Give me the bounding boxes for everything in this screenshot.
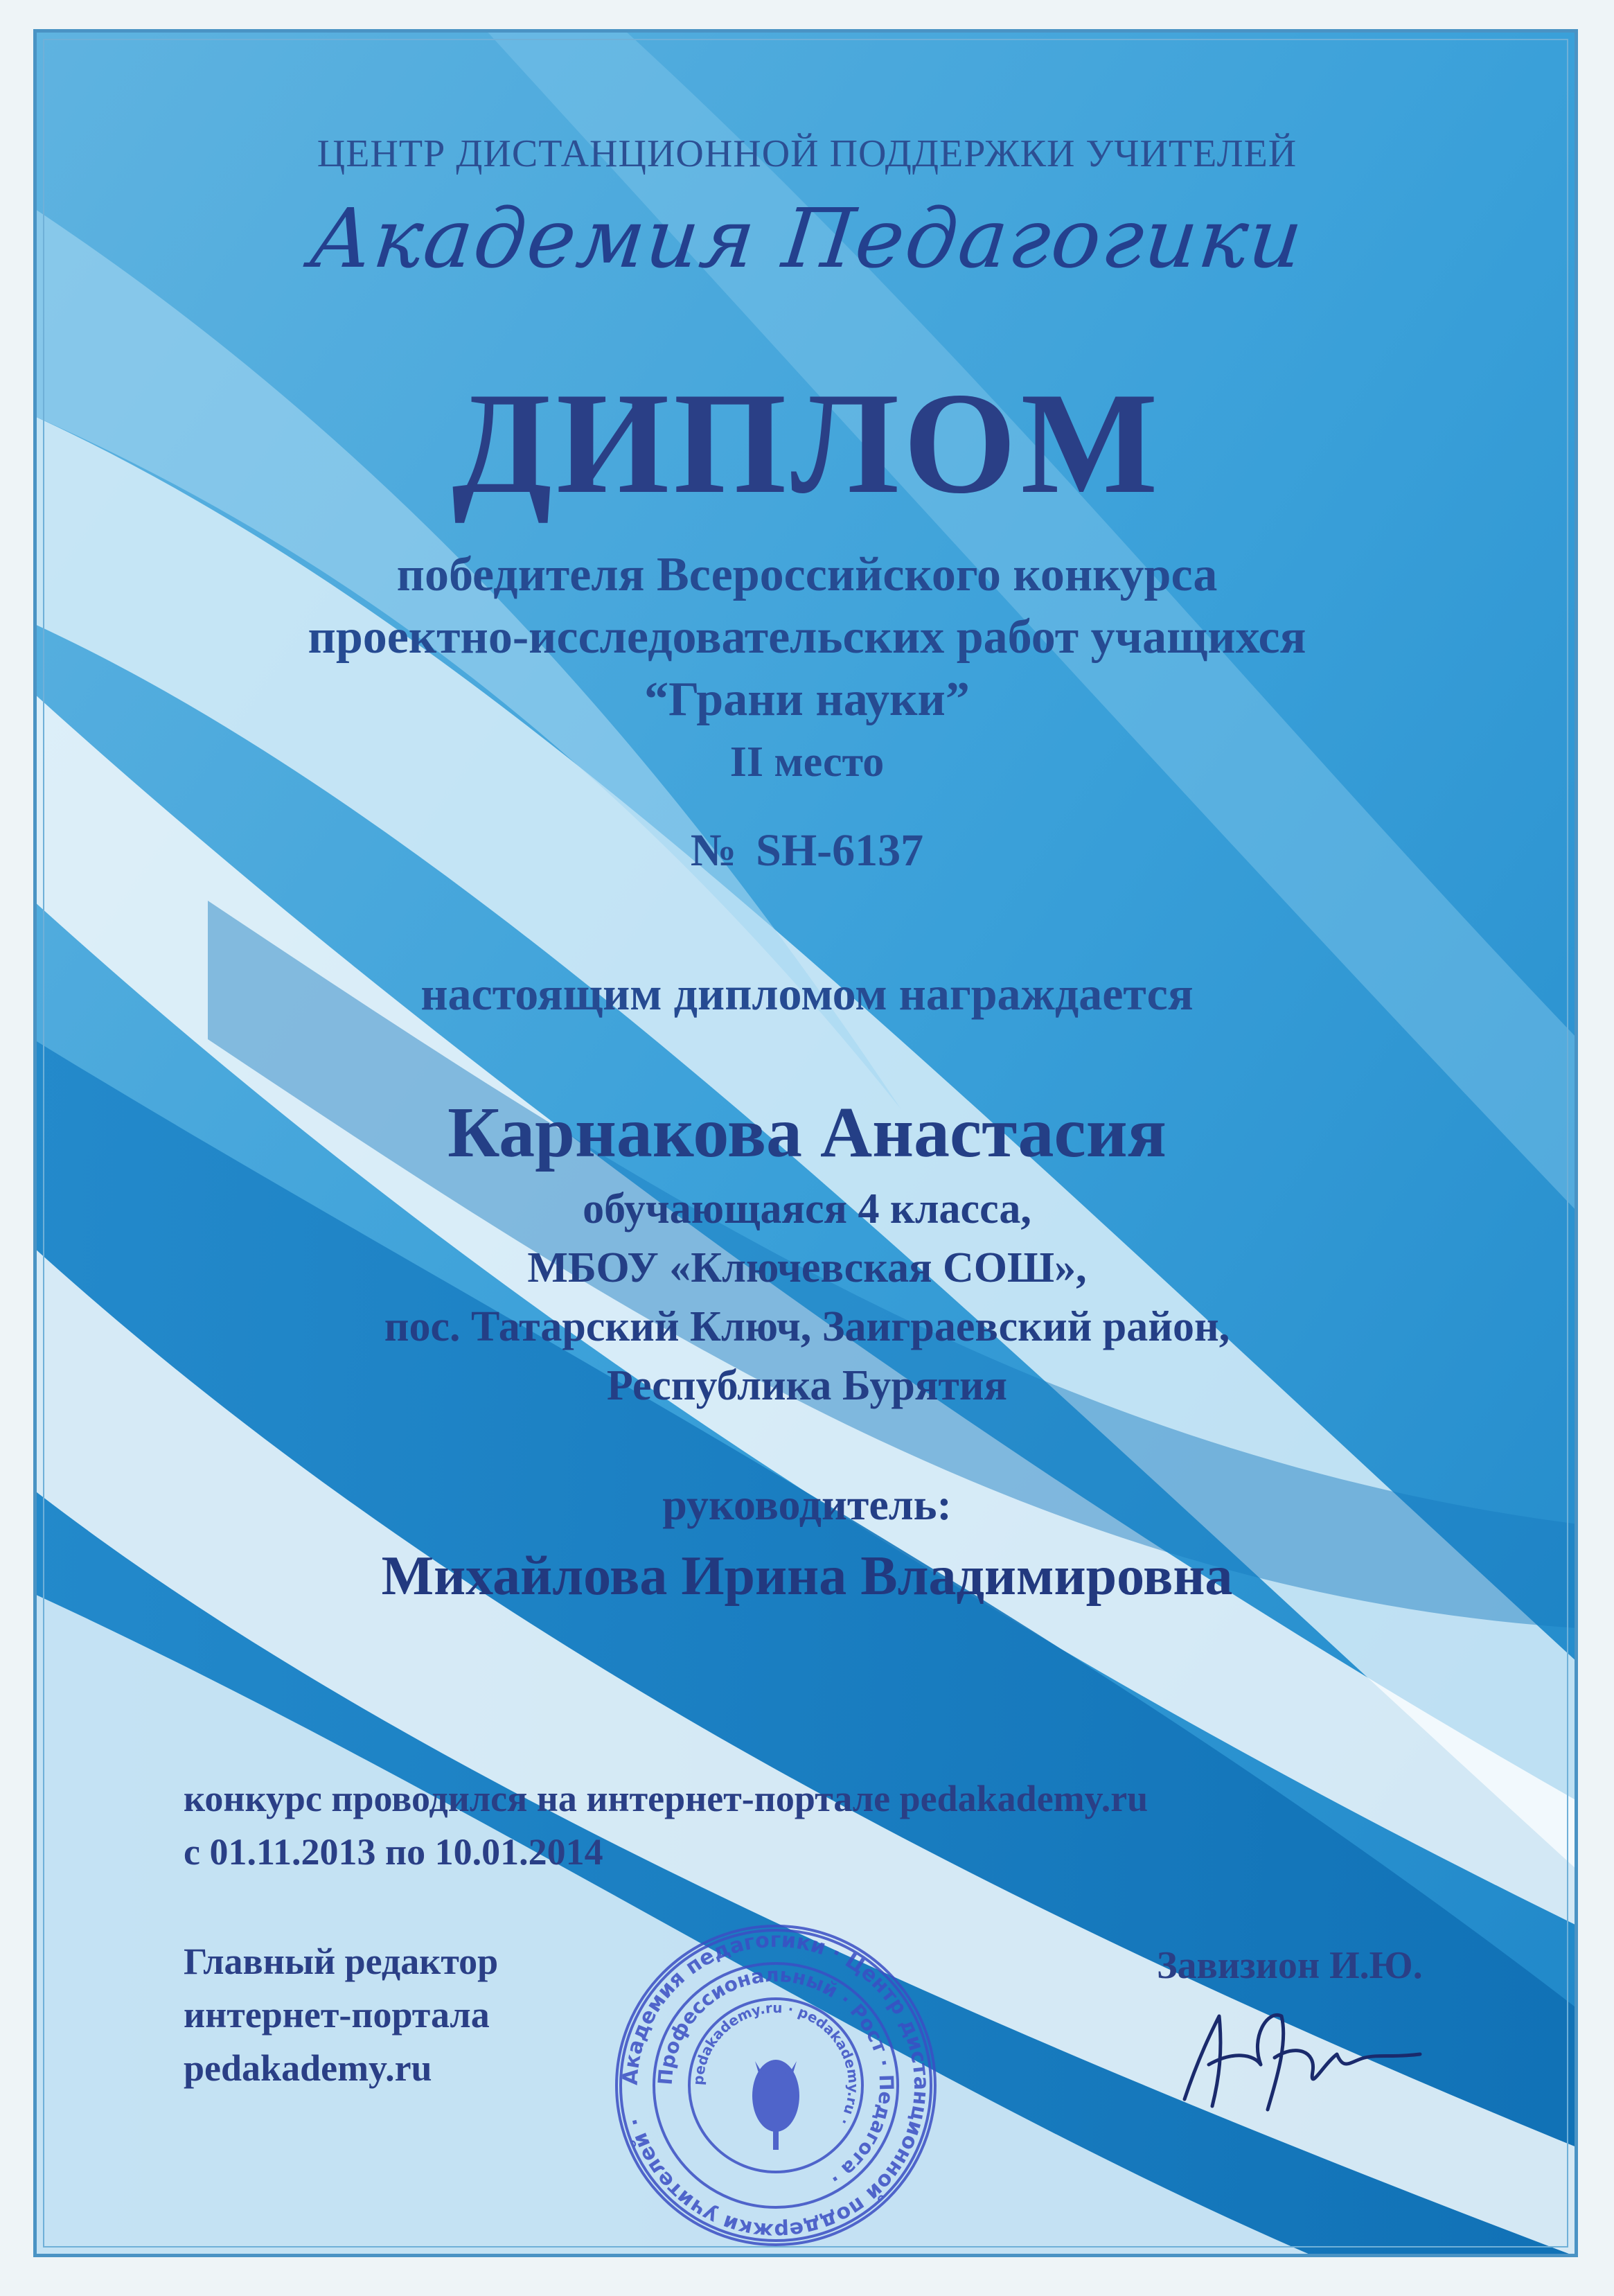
contest-info-line-2: с 01.11.2013 по 10.01.2014	[184, 1831, 603, 1873]
document-type-title: ДИПЛОМ	[452, 363, 1162, 524]
place-text: II место	[729, 739, 885, 786]
signature-icon	[1171, 1988, 1434, 2120]
supervisor-name: Михайлова Ирина Владимировна	[381, 1546, 1233, 1607]
official-stamp-icon	[610, 1919, 942, 2252]
signatory-name: Завизион И.Ю.	[1157, 1944, 1423, 1987]
editor-line: интернет-портала	[184, 1994, 490, 2036]
subtitle-line-3: “Грани науки”	[644, 673, 970, 726]
contest-info-line-1: конкурс проводился на интернет-портале pedakademy.ru	[184, 1778, 1149, 1819]
editor-line: pedakademy.ru	[184, 2047, 432, 2089]
subtitle-line-1: победителя Всероссийского конкурса	[396, 548, 1218, 601]
subtitle-line-2: проектно-исследовательских работ учащихся	[308, 610, 1306, 664]
recipient-detail: Республика Бурятия	[606, 1362, 1008, 1409]
recipient-detail: МБОУ «Ключевская СОШ»,	[527, 1244, 1087, 1291]
recipient-detail: обучающаяся 4 класса,	[583, 1185, 1031, 1233]
stamp-owl-icon	[752, 2060, 799, 2150]
recipient-name: Карнакова Анастасия	[447, 1093, 1167, 1172]
number-value: SH-6137	[756, 825, 924, 876]
org-title: ЦЕНТР ДИСТАНЦИОННОЙ ПОДДЕРЖКИ УЧИТЕЛЕЙ	[317, 132, 1297, 175]
supervisor-label: руководитель:	[662, 1480, 952, 1529]
diploma-number	[0, 824, 1614, 877]
number-sign: №	[690, 825, 737, 876]
stamp-inner-text: Профессиональный · Рост · Педагога ·	[653, 1963, 898, 2191]
editor-line: Главный редактор	[184, 1941, 499, 1982]
awarded-text: настоящим дипломом награждается	[420, 967, 1194, 1020]
stamp-center-text: pedakademy.ru · pedakademy.ru ·	[689, 1999, 862, 2128]
recipient-detail: пос. Татарский Ключ, Заиграевский район,	[384, 1303, 1230, 1350]
stamp-outer-text: Академия педагогики · Центр дистанционной поддержки учителей ·	[618, 1927, 934, 2243]
academy-name: Академия Педагогики	[305, 191, 1309, 286]
